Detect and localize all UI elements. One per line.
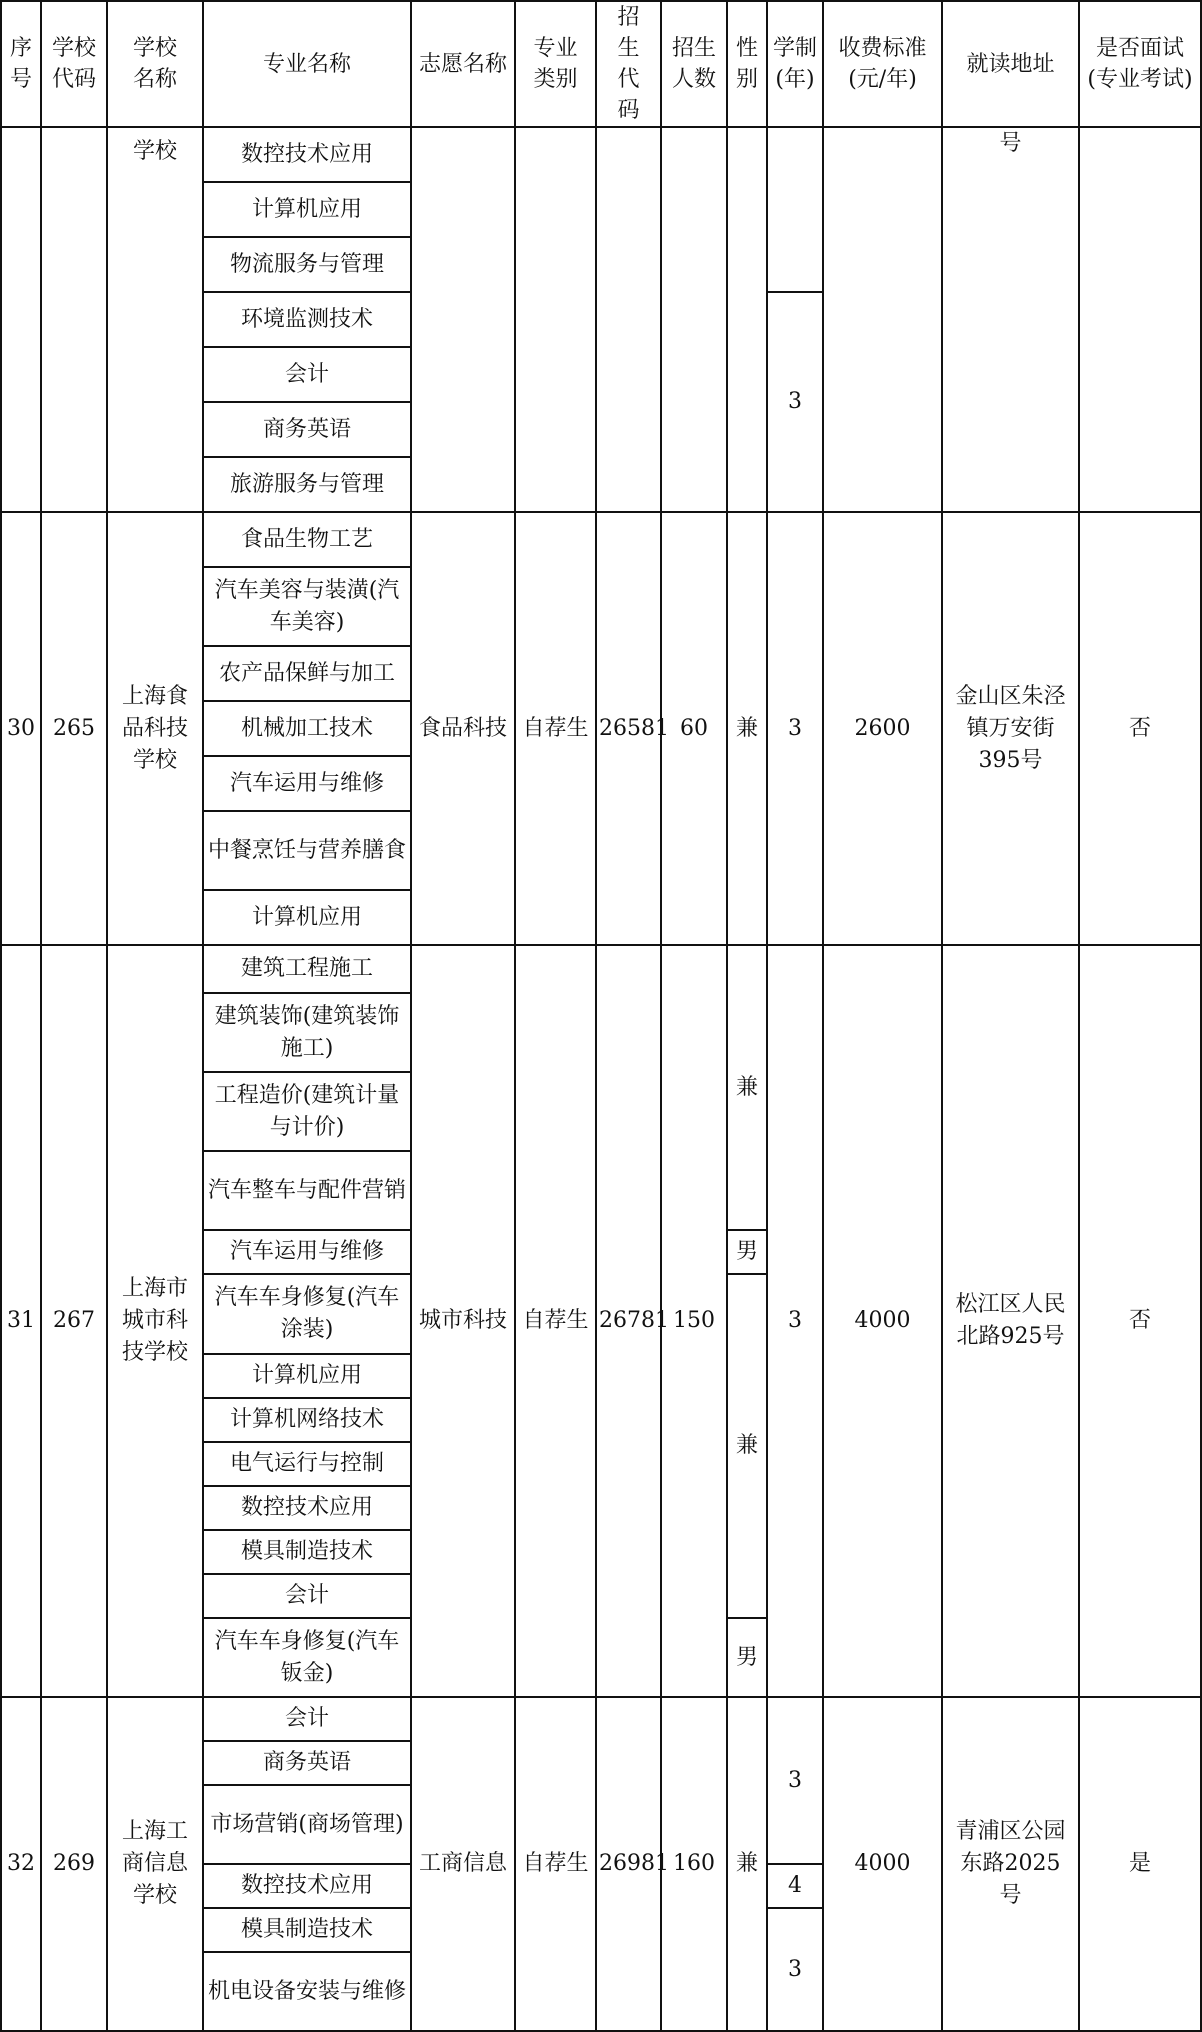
major-cell: 机械加工技术 <box>203 701 411 756</box>
cont-duration-empty <box>767 127 823 292</box>
cont-seq-cell <box>1 127 41 512</box>
s30-seq: 30 <box>1 512 41 945</box>
s31-name: 上海市城市科技学校 <box>107 945 203 1697</box>
s30-choice: 食品科技 <box>411 512 515 945</box>
header-enroll-count: 招生人数 <box>661 1 727 127</box>
major-cell: 会计 <box>203 347 411 402</box>
header-enroll-code: 招生代码 <box>596 1 661 127</box>
cont-code-cell <box>41 127 107 512</box>
major-cell: 建筑装饰(建筑装饰施工) <box>203 993 411 1072</box>
s32-duration-3: 3 <box>767 1908 823 2031</box>
table-row <box>1 945 1201 993</box>
s32-duration-1: 3 <box>767 1697 823 1864</box>
cont-address: 号 <box>942 127 1079 512</box>
major-cell: 模具制造技术 <box>203 1908 411 1952</box>
major-cell: 计算机应用 <box>203 890 411 945</box>
header-choice-name: 志愿名称 <box>411 1 515 127</box>
s31-interview: 否 <box>1079 945 1201 1697</box>
header-gender: 性别 <box>727 1 767 127</box>
major-cell: 数控技术应用 <box>203 1864 411 1908</box>
s31-gender-1: 兼 <box>727 945 767 1230</box>
s32-seq: 32 <box>1 1697 41 2031</box>
cont-interview-cell <box>1079 127 1201 512</box>
s32-address: 青浦区公园东路2025号 <box>942 1697 1079 2031</box>
s30-code: 265 <box>41 512 107 945</box>
cont-gender-cell <box>727 127 767 512</box>
major-cell: 模具制造技术 <box>203 1530 411 1574</box>
cont-fee-cell <box>823 127 942 512</box>
s31-count: 150 <box>661 945 727 1697</box>
major-cell: 商务英语 <box>203 1741 411 1785</box>
s32-gender: 兼 <box>727 1697 767 2031</box>
s30-name: 上海食品科技学校 <box>107 512 203 945</box>
major-cell: 电气运行与控制 <box>203 1442 411 1486</box>
major-cell: 汽车运用与维修 <box>203 1230 411 1274</box>
s32-code: 269 <box>41 1697 107 2031</box>
s30-count: 60 <box>661 512 727 945</box>
header-major-type: 专业类别 <box>515 1 596 127</box>
s31-enroll-code: 26781 <box>596 945 661 1697</box>
s31-choice: 城市科技 <box>411 945 515 1697</box>
s32-duration-2: 4 <box>767 1864 823 1908</box>
s30-fee: 2600 <box>823 512 942 945</box>
major-cell: 市场营销(商场管理) <box>203 1785 411 1864</box>
major-cell: 数控技术应用 <box>203 1486 411 1530</box>
s30-duration: 3 <box>767 512 823 945</box>
s32-choice: 工商信息 <box>411 1697 515 2031</box>
s30-address: 金山区朱泾镇万安街395号 <box>942 512 1079 945</box>
major-cell: 汽车美容与装潢(汽车美容) <box>203 567 411 646</box>
major-cell: 汽车车身修复(汽车钣金) <box>203 1618 411 1697</box>
s31-gender-2: 男 <box>727 1230 767 1274</box>
s30-interview: 否 <box>1079 512 1201 945</box>
major-cell: 中餐烹饪与营养膳食 <box>203 811 411 890</box>
table-row <box>1 1697 1201 1741</box>
major-cell: 农产品保鲜与加工 <box>203 646 411 701</box>
major-cell: 旅游服务与管理 <box>203 457 411 512</box>
cont-type-cell <box>515 127 596 512</box>
header-fee: 收费标准(元/年) <box>823 1 942 127</box>
s31-code: 267 <box>41 945 107 1697</box>
major-cell: 机电设备安装与维修 <box>203 1952 411 2031</box>
major-cell: 会计 <box>203 1697 411 1741</box>
header-duration: 学制(年) <box>767 1 823 127</box>
s32-interview: 是 <box>1079 1697 1201 2031</box>
header-school-name: 学校名称 <box>107 1 203 127</box>
major-cell: 数控技术应用 <box>203 127 411 182</box>
major-cell: 计算机网络技术 <box>203 1398 411 1442</box>
major-cell: 计算机应用 <box>203 182 411 237</box>
major-cell: 建筑工程施工 <box>203 945 411 993</box>
cont-duration: 3 <box>767 292 823 512</box>
s31-duration: 3 <box>767 945 823 1697</box>
s30-gender: 兼 <box>727 512 767 945</box>
cont-choice-cell <box>411 127 515 512</box>
major-cell: 会计 <box>203 1574 411 1618</box>
s31-fee: 4000 <box>823 945 942 1697</box>
header-major: 专业名称 <box>203 1 411 127</box>
major-cell: 商务英语 <box>203 402 411 457</box>
cont-school-name: 学校 <box>107 127 203 512</box>
s31-type: 自荐生 <box>515 945 596 1697</box>
s31-address: 松江区人民北路925号 <box>942 945 1079 1697</box>
header-interview: 是否面试(专业考试) <box>1079 1 1201 127</box>
table-row <box>1 127 1201 182</box>
s32-enroll-code: 26981 <box>596 1697 661 2031</box>
s30-type: 自荐生 <box>515 512 596 945</box>
header-seq: 序号 <box>1 1 41 127</box>
s30-enroll-code: 26581 <box>596 512 661 945</box>
header-address: 就读地址 <box>942 1 1079 127</box>
s32-name: 上海工商信息学校 <box>107 1697 203 2031</box>
header-school-code: 学校代码 <box>41 1 107 127</box>
major-cell: 汽车运用与维修 <box>203 756 411 811</box>
major-cell: 工程造价(建筑计量与计价) <box>203 1072 411 1151</box>
major-cell: 物流服务与管理 <box>203 237 411 292</box>
s31-gender-3: 兼 <box>727 1274 767 1618</box>
s31-gender-4: 男 <box>727 1618 767 1697</box>
table-row <box>1 512 1201 567</box>
s32-type: 自荐生 <box>515 1697 596 2031</box>
cont-count-cell <box>661 127 727 512</box>
major-cell: 汽车整车与配件营销 <box>203 1151 411 1230</box>
header-row <box>1 1 1201 127</box>
s32-fee: 4000 <box>823 1697 942 2031</box>
s32-count: 160 <box>661 1697 727 2031</box>
major-cell: 汽车车身修复(汽车涂装) <box>203 1274 411 1354</box>
major-cell: 食品生物工艺 <box>203 512 411 567</box>
cont-enroll-code-cell <box>596 127 661 512</box>
major-cell: 计算机应用 <box>203 1354 411 1398</box>
s31-seq: 31 <box>1 945 41 1697</box>
major-cell: 环境监测技术 <box>203 292 411 347</box>
